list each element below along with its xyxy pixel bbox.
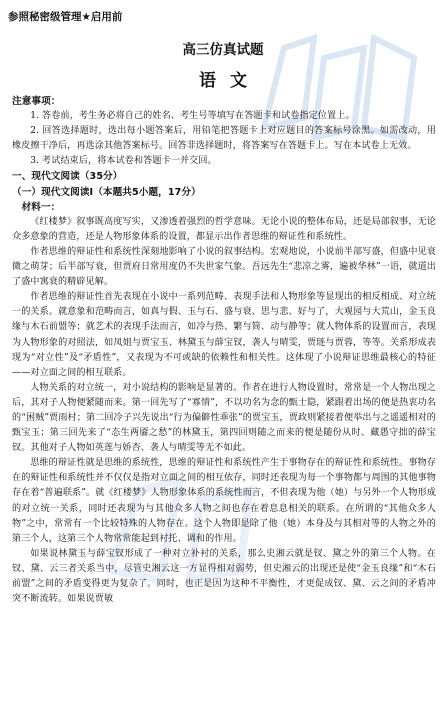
passage-paragraph: 《红楼梦》叙事既高度写实，又渗透着强烈的哲学意味。无论小说的整体布局，还是局部叙事，无论众多意象的营造，还是人物形象体系的设置，都显示出作者思维的辩证性和系统性。 [12, 216, 436, 242]
notes-item: 1. 答卷前，考生务必将自己的姓名、考生号等填写在答题卡和试卷指定位置上。 [30, 111, 355, 122]
notes-heading: 注意事项： [12, 96, 61, 107]
sub-section-heading: （一）现代文阅读Ⅰ（本题共5小题，17分） [12, 186, 201, 198]
passage-paragraph: 作者思维的辩证性首先表现在小说中一系列范畴、表现手法和人物形象等显现出的相反相成、对立统一的关系。就意象和范畴而言，如真与假、玉与石、盛与衰、思与悲、好与了，大观园与大荒山，金玉良缘与木石前盟等；就艺术的表现手法而言，如冷与热、繁与简、动与静等；就人物体系的设置而言，表现为人物形象的对照法，如凤姐与贾宝玉、林黛玉与薛宝钗，袭人与晴雯，贾琏与贾蓉，等等。关系形成表现为“对立性”及“矛盾性”，又表现为不可或缺的依赖性和相关性。这体现了小说辩证思维最核心的特征——对立面之间的相互联系。 [12, 292, 436, 378]
material-label: 材料一： [21, 201, 61, 213]
passage-paragraph: 人物关系的对立统一，对小说结构的影响是显著的。作者在进行人物设置时，常常是一个人物出现之后，其对子人物便紧随而来。第一回先写了“寡情”，不以功名为念的甄士隐，紧跟着出场的便是热衷功名的“困贼”贾雨村；第二回冷子兴先说出“行为偏僻性乖张”的贾宝玉，贾政则紧接着便举出与之遥遥相对的甄宝玉；第三回先来了“态生两靥之愁”的林黛玉，第四回则随之而来的便是随份从时、藏愚守拙的薛宝钗。其他对子人物如英莲与娇杏、袭人与晴雯等无不如此。 [12, 382, 436, 454]
exam-title: 高三仿真试题 [182, 42, 264, 58]
notes-item: 2. 回答选择题时，选出每小题答案后，用铅笔把答题卡上对应题目的答案标号涂黑。如需改动，用橡皮擦干净后，再选涂其他答案标号。回答非选择题时，将答案写在答题卡上。写在本试卷上无效。 [12, 126, 436, 152]
passage-paragraph: 思维的辩证性就是思维的系统性，思维的辩证性和系统性产生于事物存在的辩证性和系统性。事物存在的辩证性和系统性并不仅仅是指对立面之间的相互依存，同时还表现为每一个事物都与周围的其他事物存在着“普遍联系”。就《红楼梦》人物形象体系的系统性而言，不但表现为他（她）与另外一个人物形成的对立统一关系，同时还表现为与其他众多人物之间也存在着息息相关的联系。在所谓的“其他众多人物”之中，常常有一个比较特殊的人物存在。这个人物即是除了他（她）本身及与其相对等的人物之外的第三个人，这第三个人物常常能起到衬托、调和的作用。 [12, 458, 436, 544]
passage-paragraph: 作者思维的辩证性和系统性深刻地影响了小说的叙事结构。宏观地说，小说前半部写盛，但盛中见衰微之萌芽；后半部写衰，但贾府日常用度仍不失世家气象。吾远先生“悲凉之雾，遍被华林”一语，就道出了盛中寓衰的精辟见解。 [12, 246, 436, 288]
exam-content [12, 94, 436, 607]
notes-section [12, 94, 436, 169]
notes-item: 3. 考试结束后，将本试卷和答题卡一并交回。 [30, 156, 217, 167]
secret-level-label: 参照秘密级管理★启用前 [8, 11, 123, 23]
subject-title: 语文 [199, 71, 261, 91]
section-heading: 一、现代文阅读（35分） [12, 171, 123, 183]
passage-paragraph: 如果说林黛玉与薛宝钗形成了一种对立补衬的关系，那么史湘云就是钗、黛之外的第三个人物。在钗、黛、云三者关系当中，尽管史湘云这一方显得相对弱势，但史湘云的出现还是使“金玉良缘”和“木石前盟”之间的矛盾变得更为复杂了。同时，也正是因为这种不平衡性，才更促成钗、黛、云之间的矛盾冲突不断流转。如果说贾敏 [12, 548, 436, 605]
